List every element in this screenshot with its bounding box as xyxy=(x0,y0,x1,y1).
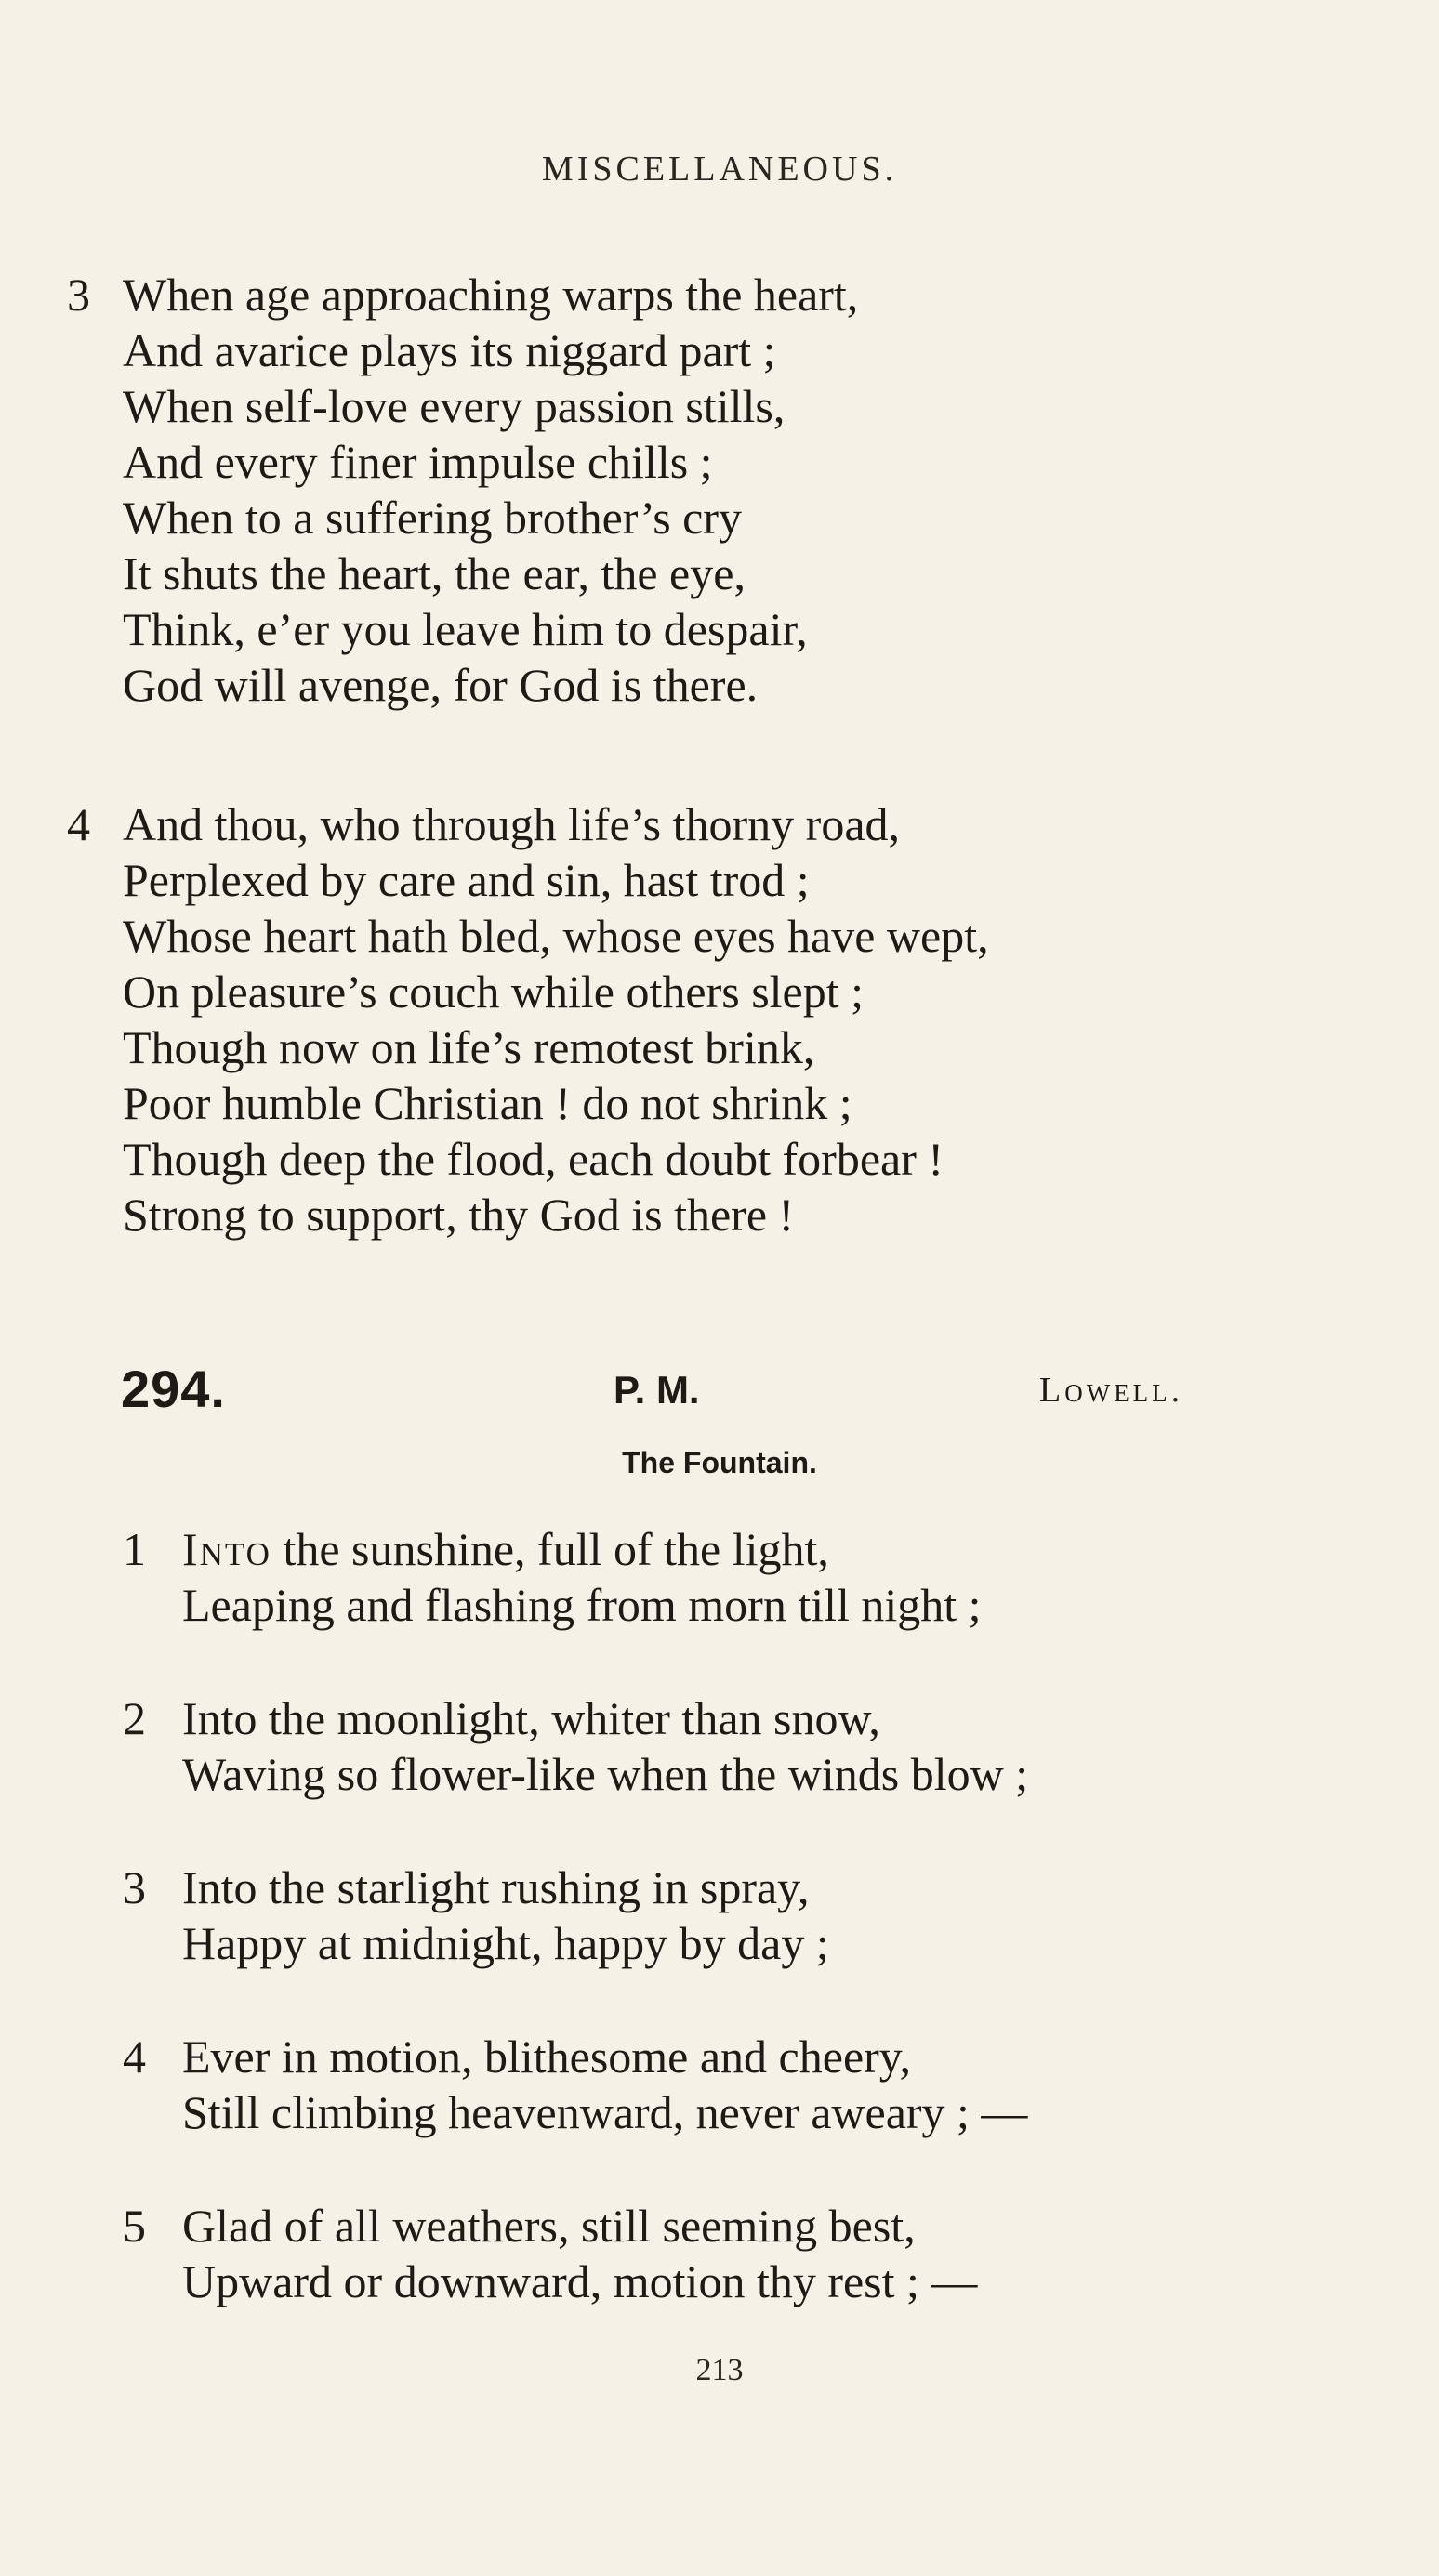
verse-line: Upward or downward, motion thy rest ; — xyxy=(182,2255,978,2307)
verse-line: Strong to support, thy God is there ! xyxy=(123,1189,795,1241)
verse-line xyxy=(182,1520,829,1578)
hymn-author: Lowell. xyxy=(1039,1371,1184,1410)
verse-line: Glad of all weathers, still seeming best, xyxy=(182,2200,916,2252)
verse-line: Think, e’er you leave him to despair, xyxy=(123,603,808,655)
verse-line: Still climbing heavenward, never aweary ; — xyxy=(182,2086,1028,2138)
stanza-number: 4 xyxy=(67,798,90,850)
stanza-number: 5 xyxy=(123,2200,146,2252)
first-word-small-caps: Into xyxy=(182,1523,271,1575)
stanza-number: 2 xyxy=(123,1692,146,1744)
verse-line: When self-love every passion stills, xyxy=(123,380,786,432)
hymn-meter: P. M. xyxy=(614,1368,700,1412)
running-head: MISCELLANEOUS. xyxy=(541,150,898,189)
verse-line: Into the moonlight, whiter than snow, xyxy=(182,1692,880,1744)
verse-line: And every finer impulse chills ; xyxy=(123,436,713,488)
stanza-number: 3 xyxy=(123,1861,146,1913)
verse-line: Waving so flower-like when the winds blow ; xyxy=(182,1748,1029,1800)
hymn-number: 294. xyxy=(121,1360,226,1418)
verse-line: Ever in motion, blithesome and cheery, xyxy=(182,2031,912,2083)
verse-line: Into the starlight rushing in spray, xyxy=(182,1861,810,1913)
verse-line: Whose heart hath bled, whose eyes have wept, xyxy=(123,910,989,962)
verse-line: And thou, who through life’s thorny road, xyxy=(123,798,901,850)
verse-line: When to a suffering brother’s cry xyxy=(123,492,742,544)
first-line-rest: the sunshine, full of the light, xyxy=(271,1523,829,1575)
page-number: 213 xyxy=(695,2353,744,2387)
hymn-header xyxy=(0,1359,1439,1424)
hymn-title: The Fountain. xyxy=(622,1446,817,1479)
stanza-number: 1 xyxy=(123,1523,146,1575)
verse-line: Though deep the flood, each doubt forbear ! xyxy=(123,1133,944,1185)
verse-line: God will avenge, for God is there. xyxy=(123,659,759,711)
verse-line: On pleasure’s couch while others slept ; xyxy=(123,966,865,1018)
stanza-number: 3 xyxy=(67,269,90,321)
verse-line: When age approaching warps the heart, xyxy=(123,269,859,321)
stanza-number: 4 xyxy=(123,2031,146,2083)
verse-line: Poor humble Christian ! do not shrink ; xyxy=(123,1077,852,1129)
verse-line: Perplexed by care and sin, hast trod ; xyxy=(123,854,810,906)
verse-line: Happy at midnight, happy by day ; xyxy=(182,1917,829,1969)
verse-line: Leaping and flashing from morn till night ; xyxy=(182,1579,982,1631)
verse-line: It shuts the heart, the ear, the eye, xyxy=(123,547,746,599)
verse-line: And avarice plays its niggard part ; xyxy=(123,324,776,376)
verse-line: Though now on life’s remotest brink, xyxy=(123,1021,815,1073)
